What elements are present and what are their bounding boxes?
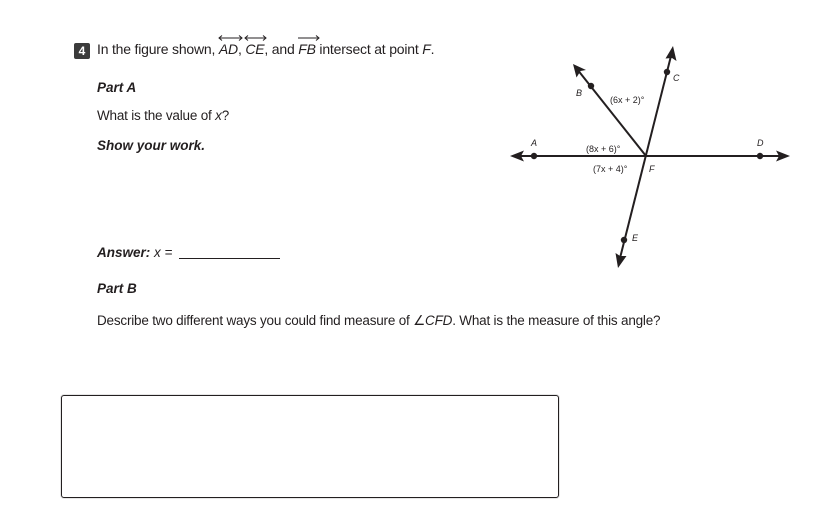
line-ad-label: AD bbox=[218, 41, 238, 57]
stem-end: . bbox=[430, 41, 435, 57]
stem-prefix: In the figure shown, bbox=[97, 41, 219, 57]
part-b-question-prefix: Describe two different ways you could find measure of bbox=[97, 313, 414, 328]
stem-suffix: intersect at point bbox=[315, 41, 423, 57]
part-a-question-prefix: What is the value of bbox=[97, 108, 216, 123]
stem-point: F bbox=[422, 41, 431, 57]
question-number-badge: 4 bbox=[74, 43, 90, 59]
part-b-question-angle: ∠CFD bbox=[413, 313, 453, 328]
answer-variable: x = bbox=[150, 245, 177, 260]
part-b-question-suffix: . What is the measure of this angle? bbox=[452, 313, 661, 328]
line-ad bbox=[510, 151, 790, 162]
point-b-dot bbox=[588, 83, 594, 89]
point-e-dot bbox=[621, 237, 627, 243]
stem-sep-2: , and bbox=[264, 41, 299, 57]
part-b-label: Part B bbox=[97, 281, 137, 296]
label-b: B bbox=[576, 88, 583, 98]
part-a-label: Part A bbox=[97, 80, 137, 95]
angle-afe-label: (7x + 4)° bbox=[593, 164, 628, 174]
show-work-instruction: Show your work. bbox=[97, 138, 206, 153]
label-e: E bbox=[632, 233, 639, 243]
part-a-question-var: x bbox=[215, 108, 222, 123]
point-a-dot bbox=[531, 153, 537, 159]
label-f: F bbox=[649, 164, 655, 174]
label-c: C bbox=[673, 73, 680, 83]
point-c-dot bbox=[664, 69, 670, 75]
part-a-question-suffix: ? bbox=[221, 108, 229, 123]
ray-fb-label: FB bbox=[298, 41, 316, 57]
angle-afb-label: (8x + 6)° bbox=[586, 144, 621, 154]
stem-sep-1: , bbox=[237, 41, 246, 57]
angle-bfc-label: (6x + 2)° bbox=[610, 95, 645, 105]
answer-label: Answer: bbox=[97, 245, 151, 260]
line-ce-label: CE bbox=[245, 41, 265, 57]
point-d-dot bbox=[757, 153, 763, 159]
label-d: D bbox=[757, 138, 764, 148]
label-a: A bbox=[531, 138, 538, 148]
ray-fb bbox=[573, 64, 646, 156]
